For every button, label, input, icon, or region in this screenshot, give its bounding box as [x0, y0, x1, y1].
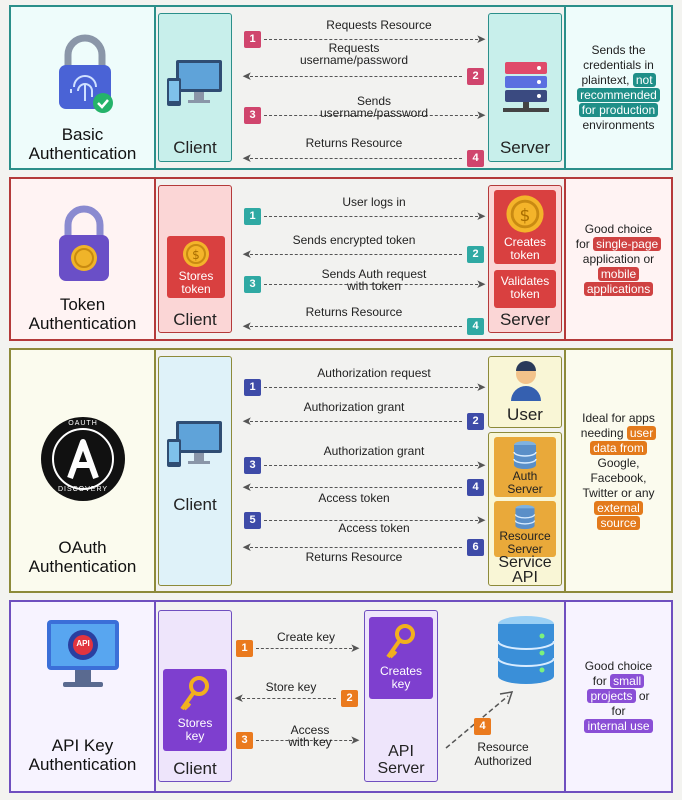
creates-token-line1: Creates — [503, 235, 547, 249]
oauth-step-2-line — [250, 421, 462, 422]
oauth-step-6-num: 6 — [467, 539, 484, 556]
oauth-title-line1: OAuth — [58, 538, 107, 557]
svg-text:$: $ — [192, 248, 200, 262]
oauth-label-cell — [11, 350, 154, 591]
oauth-step-4-line — [250, 487, 462, 488]
basic-desc-text-2: environments — [582, 117, 655, 132]
token-desc-text-2: for — [575, 236, 590, 251]
api-step-3-num: 3 — [236, 732, 253, 749]
oauth-desc-highlight-2: data from — [590, 441, 647, 455]
oauth-step-4-text: Access token — [318, 491, 390, 505]
oauth-step-4-num: 4 — [467, 479, 484, 496]
basic-step-2-text-line1: Requests — [328, 41, 380, 55]
arrow-right-icon: ➤ — [475, 209, 486, 223]
oauth-step-1 — [244, 366, 486, 397]
oauth-desc-text-2: needing — [580, 425, 624, 440]
creates-key-line1: Creates — [379, 664, 423, 678]
api-desc-text-2: for — [592, 674, 607, 688]
api-desc-highlight-3: internal use — [584, 719, 652, 733]
validates-token-badge — [494, 270, 556, 308]
api-step-3 — [236, 723, 360, 750]
token-auth-label-cell — [11, 179, 154, 339]
basic-step-4-num: 4 — [467, 150, 484, 167]
token-lock-icon — [55, 205, 113, 285]
service-api-line2: API — [512, 569, 538, 586]
svg-text:$: $ — [519, 206, 531, 227]
api-desc-text-1: Good choice — [584, 659, 653, 673]
resource-authorized-line2: Authorized — [474, 754, 532, 768]
token-step-4-line — [250, 326, 462, 327]
creates-key-line2: key — [391, 677, 411, 691]
basic-step-4-text: Returns Resource — [305, 136, 403, 150]
basic-client-box — [158, 13, 232, 162]
stores-token-line2: token — [181, 282, 211, 296]
api-step-3-text — [266, 724, 354, 748]
api-key-section — [9, 600, 673, 793]
oauth-step-1-text: Authorization request — [317, 366, 431, 380]
token-step-2 — [242, 233, 484, 264]
api-client-label: Client — [173, 759, 217, 778]
auth-server-line2: Server — [507, 482, 543, 496]
oauth-desc-text-4: Facebook, — [590, 470, 647, 485]
oauth-service-api-box — [488, 432, 562, 586]
oauth-client-box — [158, 356, 232, 586]
arrow-right-icon: ➤ — [475, 32, 486, 46]
oauth-step-1-line — [264, 387, 478, 388]
user-avatar-icon — [509, 361, 543, 401]
key-icon — [177, 675, 213, 715]
basic-desc-highlight-2: recommended — [577, 88, 660, 102]
stores-key-line2: key — [185, 729, 205, 743]
stores-key-line1: Stores — [177, 716, 213, 730]
stores-key-badge — [163, 669, 227, 751]
api-step-1-num: 1 — [236, 640, 253, 657]
basic-step-1-num: 1 — [244, 31, 261, 48]
basic-step-3-text-line1: Sends — [356, 94, 392, 108]
api-key-title-line1: API Key — [51, 736, 114, 755]
fingerprint-lock-icon — [54, 33, 116, 117]
coin-icon — [505, 194, 545, 234]
api-key-title — [11, 736, 154, 774]
oauth-step-2-text: Authorization grant — [303, 400, 405, 414]
oauth-step-3-text: Authorization grant — [323, 444, 425, 458]
resource-authorized-line1: Resource — [477, 740, 529, 754]
auth-server-line1: Auth — [512, 469, 538, 483]
auth-server-badge — [494, 437, 556, 497]
token-desc-text-1: Good choice — [584, 221, 653, 236]
validates-token-line2: token — [510, 287, 540, 301]
database-icon — [512, 504, 538, 530]
oauth-step-5-num: 5 — [244, 512, 261, 529]
oauth-step-6 — [242, 539, 484, 564]
api-step-2-text: Store key — [265, 680, 317, 694]
token-step-1-line — [264, 216, 478, 217]
basic-desc-highlight-1: not — [633, 73, 656, 87]
creates-token-badge — [494, 190, 556, 264]
api-key-description — [566, 602, 671, 791]
oauth-step-5-text: Access token — [338, 521, 410, 535]
computer-devices-icon — [166, 58, 226, 110]
basic-step-2-num: 2 — [467, 68, 484, 85]
coin-icon — [182, 240, 210, 268]
basic-step-4-line — [250, 158, 462, 159]
arrow-left-icon: ➤ — [242, 69, 253, 83]
api-step-3-text-line2: with key — [288, 735, 332, 749]
oauth-flow — [154, 350, 566, 591]
basic-step-1-text: Requests Resource — [326, 18, 432, 32]
api-step-2-num: 2 — [341, 690, 358, 707]
token-auth-section — [9, 177, 673, 341]
arrow-right-icon: ➤ — [475, 380, 486, 394]
validates-token-line1: Validates — [500, 274, 550, 288]
token-step-3 — [244, 267, 486, 294]
api-step-2-line — [242, 698, 336, 699]
api-client-box — [158, 610, 232, 782]
api-server-label — [365, 743, 437, 777]
token-server-box — [488, 185, 562, 333]
basic-step-2-text — [254, 42, 454, 66]
basic-step-2-text-line2: username/password — [299, 53, 409, 67]
oauth-section — [9, 348, 673, 593]
oauth-step-2-num: 2 — [467, 413, 484, 430]
basic-step-3 — [244, 94, 486, 125]
oauth-step-4 — [242, 479, 484, 505]
arrow-left-icon: ➤ — [242, 540, 253, 554]
api-key-title-line2: Authentication — [28, 755, 137, 774]
oauth-step-3-num: 3 — [244, 457, 261, 474]
token-desc-text-3: application or — [582, 251, 655, 266]
token-client-box — [158, 185, 232, 333]
oauth-desc-text-1: Ideal for apps — [582, 410, 655, 425]
token-server-label: Server — [499, 310, 551, 329]
basic-desc-highlight-3: for production — [579, 103, 658, 117]
api-badge-text: API — [76, 639, 90, 648]
api-step-3-text-line1: Access — [290, 723, 330, 737]
database-server-icon — [494, 614, 558, 692]
api-step-1-line — [256, 648, 352, 649]
api-step-1 — [236, 630, 360, 658]
token-desc-highlight-2: mobile — [598, 267, 639, 281]
token-client-label: Client — [173, 310, 217, 329]
token-step-3-text-line2: with token — [346, 279, 402, 293]
basic-server-label: Server — [499, 138, 551, 157]
basic-auth-title-line1: Basic — [61, 125, 104, 144]
token-step-4 — [242, 305, 484, 336]
basic-server-box — [488, 13, 562, 162]
basic-step-4 — [242, 136, 484, 168]
resource-authorized-label — [462, 740, 544, 768]
basic-auth-flow — [154, 7, 566, 168]
token-step-4-num: 4 — [467, 318, 484, 335]
token-auth-description — [566, 179, 671, 339]
basic-auth-description — [566, 7, 671, 168]
oauth-desc-highlight-3: external — [594, 501, 643, 515]
oauth-step-6-text: Returns Resource — [305, 550, 403, 564]
creates-key-badge — [369, 617, 433, 699]
oauth-logo-top-text: OAUTH — [68, 420, 98, 427]
api-server-line2: Server — [377, 760, 425, 777]
arrow-right-icon: ➤ — [349, 641, 360, 655]
oauth-user-box — [488, 356, 562, 428]
arrow-left-icon: ➤ — [234, 691, 245, 705]
api-desc-text-4: for — [611, 704, 626, 718]
oauth-desc-highlight-1: user — [627, 426, 656, 440]
api-key-flow — [154, 602, 566, 791]
arrow-right-icon: ➤ — [475, 513, 486, 527]
basic-desc-text-1: Sends the credentials in plaintext, — [581, 42, 654, 87]
basic-step-2-line — [250, 76, 462, 77]
token-desc-highlight-3: applications — [584, 282, 653, 296]
stores-token-badge — [167, 236, 225, 298]
token-step-3-num: 3 — [244, 276, 261, 293]
oauth-client-label: Client — [173, 495, 217, 514]
arrow-right-icon: ➤ — [475, 277, 486, 291]
arrow-right-icon: ➤ — [475, 458, 486, 472]
api-desc-highlight-2: projects — [587, 689, 635, 703]
basic-step-1-line — [264, 39, 478, 40]
basic-auth-title — [11, 125, 154, 163]
creates-token-line2: token — [510, 248, 540, 262]
token-auth-title — [11, 295, 154, 333]
basic-step-3-num: 3 — [244, 107, 261, 124]
basic-step-2 — [242, 41, 484, 86]
resource-server-badge — [494, 501, 556, 557]
basic-step-3-text — [274, 95, 474, 119]
token-step-1-num: 1 — [244, 208, 261, 225]
token-step-2-line — [250, 254, 462, 255]
arrow-left-icon: ➤ — [242, 414, 253, 428]
oauth-user-label: User — [507, 405, 543, 424]
oauth-step-3-line — [264, 465, 478, 466]
arrow-left-icon: ➤ — [242, 151, 253, 165]
basic-client-label: Client — [173, 138, 217, 157]
basic-step-3-text-line2: username/password — [319, 106, 429, 120]
basic-auth-title-line2: Authentication — [28, 144, 137, 163]
token-desc-highlight-1: single-page — [593, 237, 661, 251]
service-api-label — [489, 555, 561, 585]
computer-devices-icon — [166, 419, 226, 471]
oauth-title — [11, 538, 154, 576]
arrow-right-icon: ➤ — [475, 108, 486, 122]
api-step-1-text: Create key — [276, 630, 336, 644]
stores-token-line1: Stores — [178, 269, 214, 283]
oauth-step-5 — [244, 512, 486, 535]
oauth-description — [566, 350, 671, 591]
oauth-step-3 — [244, 444, 486, 475]
api-monitor-icon — [45, 616, 121, 694]
key-icon — [383, 623, 419, 663]
arrow-left-icon: ➤ — [242, 319, 253, 333]
token-step-1 — [244, 195, 486, 226]
basic-auth-section — [9, 5, 673, 170]
token-step-4-text: Returns Resource — [305, 305, 403, 319]
oauth-logo-bottom-text: DISCOVERY — [57, 486, 109, 493]
resource-server-line1: Resource — [499, 529, 551, 543]
oauth-desc-text-5: Twitter or any — [582, 485, 655, 500]
basic-auth-label-cell — [11, 7, 154, 168]
database-icon — [512, 440, 538, 470]
token-auth-flow — [154, 179, 566, 339]
resource-server-line2: Server — [507, 542, 543, 556]
token-step-2-text: Sends encrypted token — [292, 233, 416, 247]
api-key-label-cell — [11, 602, 154, 791]
oauth-step-1-num: 1 — [244, 379, 261, 396]
api-desc-text-3: or — [638, 689, 650, 703]
oauth-desc-highlight-4: source — [597, 516, 639, 530]
arrow-left-icon: ➤ — [242, 480, 253, 494]
arrow-right-icon: ➤ — [349, 733, 360, 747]
oauth-desc-text-3: Google, — [597, 455, 640, 470]
token-auth-title-line2: Authentication — [28, 314, 137, 333]
api-desc-highlight-1: small — [610, 674, 644, 688]
token-step-1-text: User logs in — [342, 195, 406, 209]
api-server-box — [364, 610, 438, 782]
token-step-3-text — [274, 268, 474, 292]
api-step-2 — [234, 680, 358, 708]
api-step-4-num: 4 — [474, 718, 491, 735]
oauth-step-2 — [242, 400, 484, 431]
arrow-left-icon: ➤ — [242, 247, 253, 261]
token-step-3-text-line1: Sends Auth request — [321, 267, 427, 281]
service-api-line1: Service — [498, 554, 552, 571]
token-step-2-num: 2 — [467, 246, 484, 263]
oauth-title-line2: Authentication — [28, 557, 137, 576]
server-rack-icon — [499, 60, 553, 114]
oauth-step-6-line — [250, 547, 462, 548]
api-server-line1: API — [388, 743, 414, 760]
token-auth-title-line1: Token — [59, 295, 106, 314]
